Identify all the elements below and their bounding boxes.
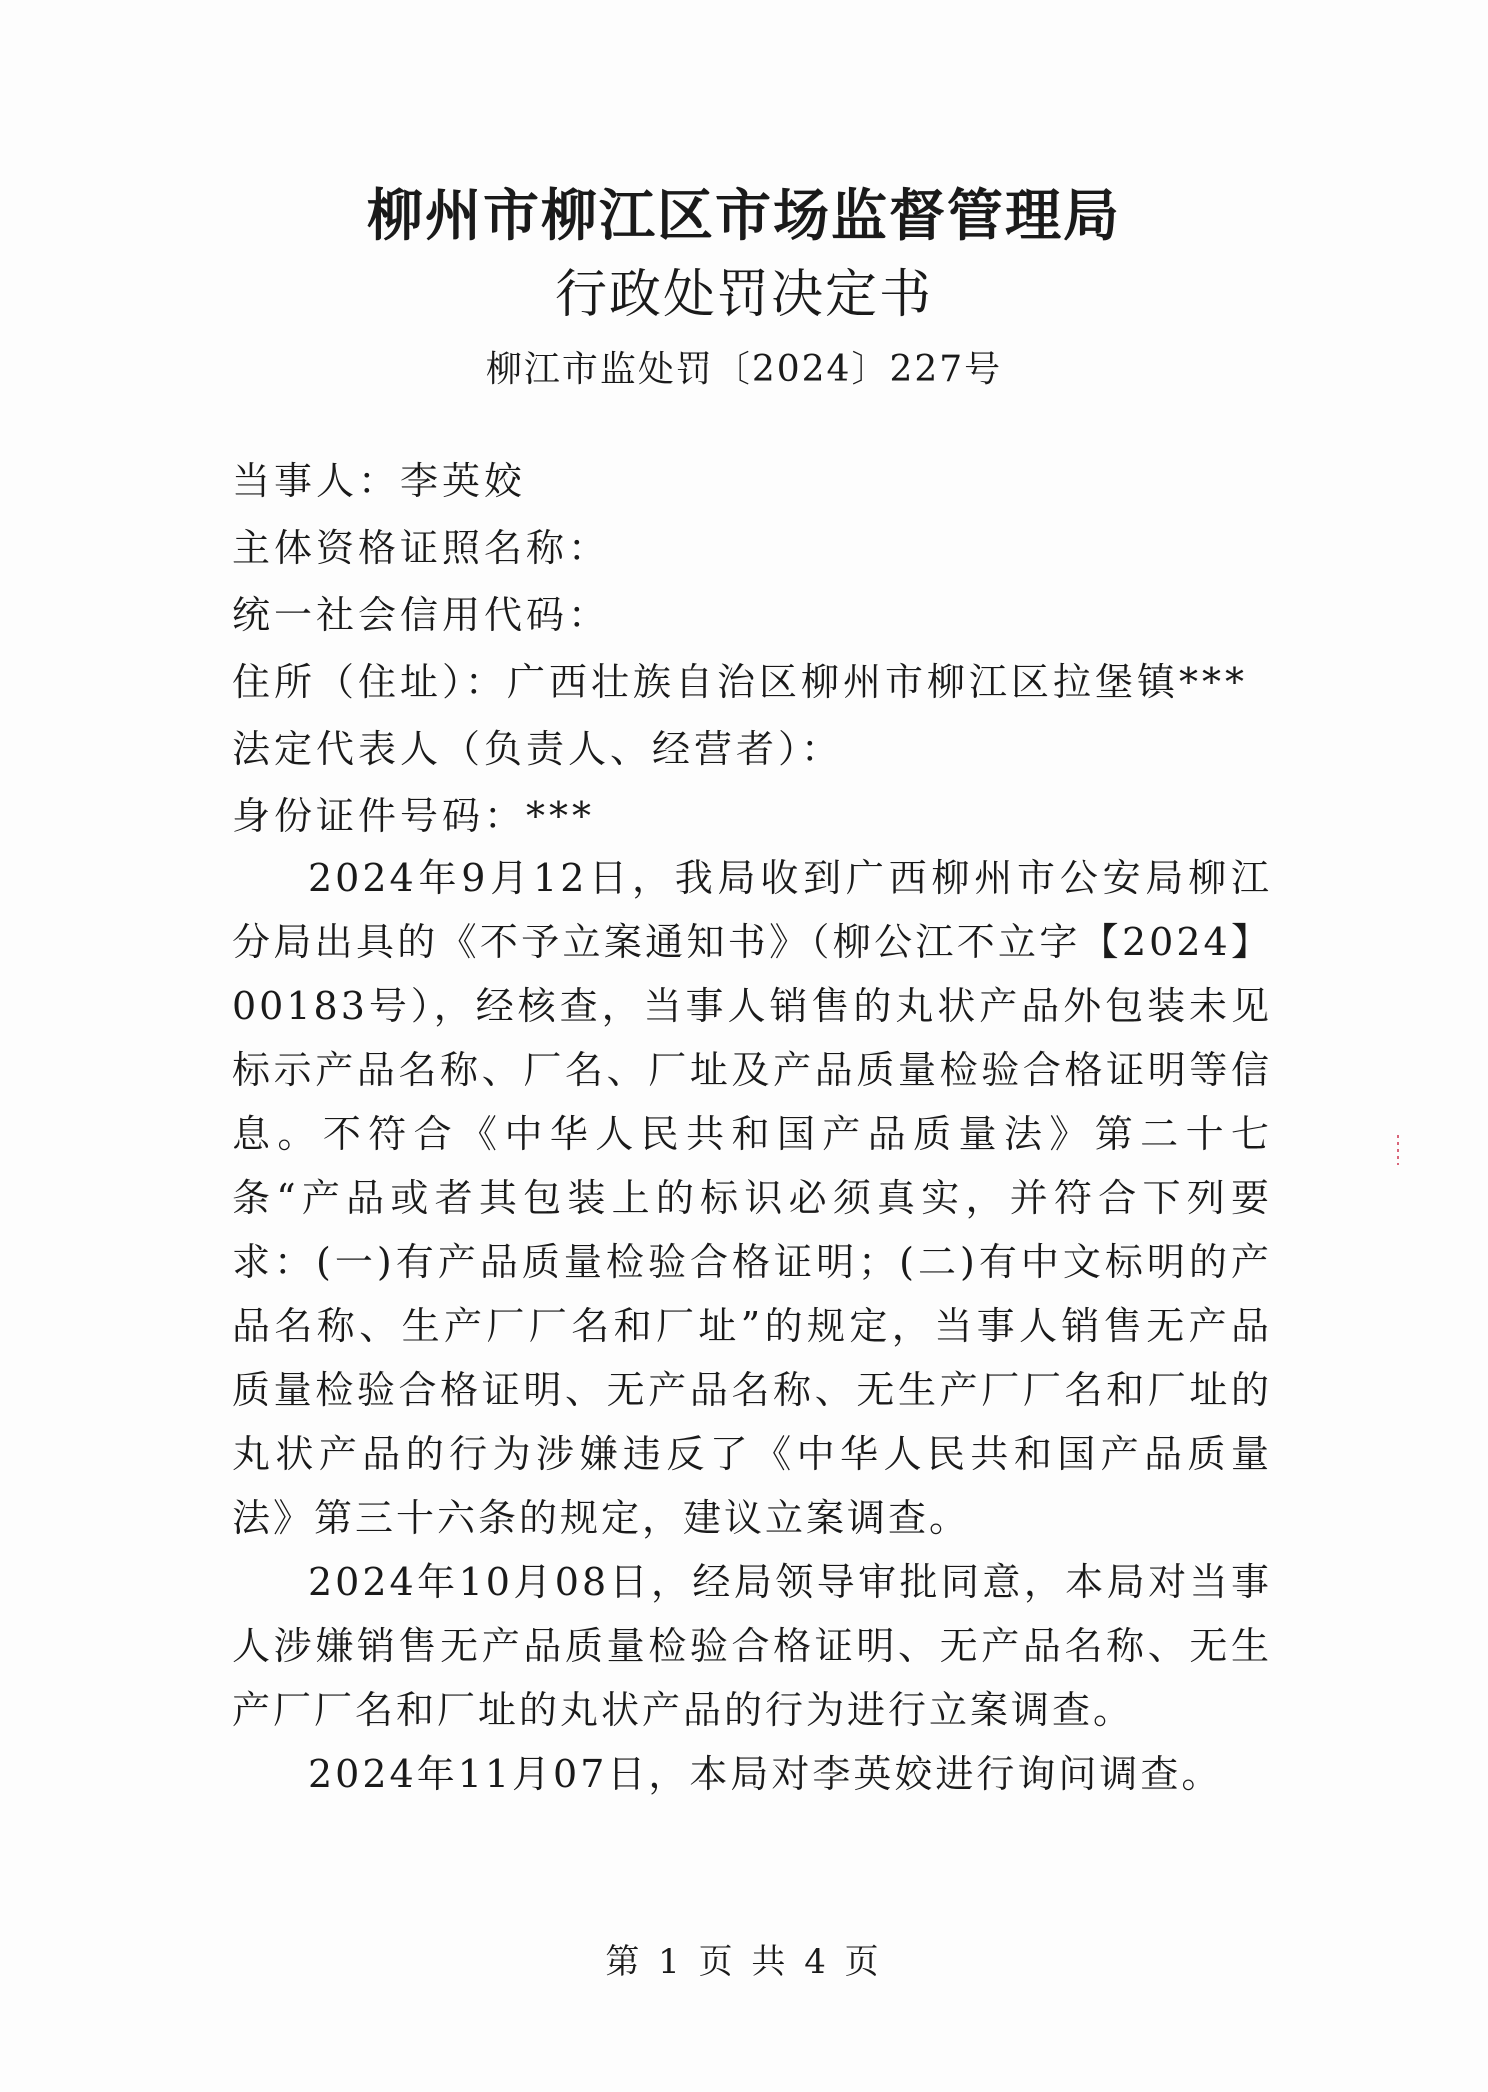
document-number: 柳江市监处罚〔2024〕227号 <box>485 349 1003 390</box>
paragraph-case-source: 2024年9月12日，我局收到广西柳州市公安局柳江分局出具的《不予立案通知书》（柳公江不立字【2024】00183号），经核查，当事人销售的丸状产品外包装未见标示产品名称、厂名、厂址及产品质量检验合格证明等信息。不符合《中华人民共和国产品质量法》第二十七条“产品或者其包装上的标识必须真实，并符合下列要求：(一)有产品质量检验合格证明；(二)有中文标明的产品名称、生产厂厂名和厂址”的规定，当事人销售无产品质量检验合格证明、无产品名称、无生产厂厂名和厂址的丸状产品的行为涉嫌违反了《中华人民共和国产品质量法》第三十六条的规定，建议立案调查。 <box>232 856 1272 1540</box>
id-number-row <box>232 783 1272 850</box>
id-number-label: 身份证件号码： <box>232 794 527 838</box>
document-type-title: 行政处罚决定书 <box>554 265 933 325</box>
stamp-ink-mark <box>1395 1135 1401 1165</box>
paragraph-case-filing: 2024年10月08日，经局领导审批同意，本局对当事人涉嫌销售无产品质量检验合格证明、无产品名称、无生产厂厂名和厂址的丸状产品的行为进行立案调查。 <box>232 1560 1272 1732</box>
paragraph-inquiry: 2024年11月07日，本局对李英姣进行询问调查。 <box>308 1752 1223 1796</box>
legal-representative-row <box>232 716 1272 783</box>
license-name-row <box>232 515 1272 582</box>
credit-code-label: 统一社会信用代码： <box>232 593 611 637</box>
party-info-block <box>232 448 1272 850</box>
party-name-row <box>232 448 1272 515</box>
license-name-label: 主体资格证照名称： <box>232 526 611 570</box>
address-label: 住所（住址）： <box>232 660 508 704</box>
page-indicator: 第 1 页 共 4 页 <box>605 1942 883 1982</box>
address-value: 广西壮族自治区柳州市柳江区拉堡镇*** <box>507 660 1249 704</box>
credit-code-row <box>232 582 1272 649</box>
id-number-value: *** <box>526 794 596 838</box>
legal-representative-label: 法定代表人（负责人、经营者）： <box>232 727 844 771</box>
party-name-label: 当事人： <box>232 459 401 503</box>
issuing-authority-title: 柳州市柳江区市场监督管理局 <box>367 183 1121 249</box>
address-row <box>232 649 1272 716</box>
document-body <box>232 846 1272 1806</box>
party-name-value: 李英姣 <box>400 459 527 503</box>
